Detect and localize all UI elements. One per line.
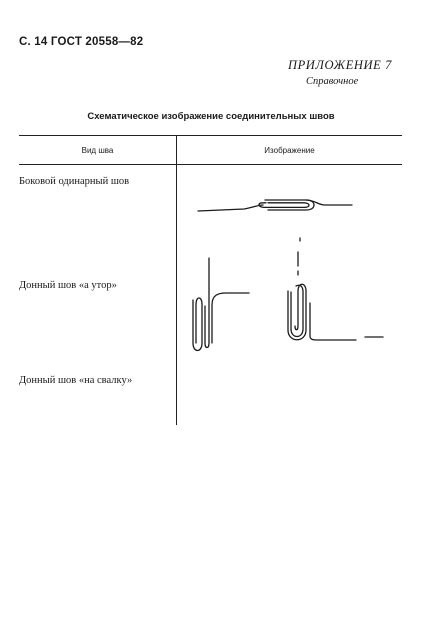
side-seam-drawing [198,200,352,211]
table-title: Схематическое изображение соединительных швов [87,111,335,122]
appendix-subtitle: Справочное [306,76,359,87]
row-label-bottom-seam-utor: Донный шов «а утор» [19,280,117,291]
column-header-image: Изображение [264,146,315,155]
appendix-title: ПРИЛОЖЕНИЕ 7 [287,58,392,72]
page-header: С. 14 ГОСТ 20558—82 [19,36,144,48]
bottom-seam-svalka-drawing [288,238,383,340]
bottom-seam-utor-drawing [193,258,249,351]
row-label-side-seam: Боковой одинарный шов [19,176,130,187]
row-label-bottom-seam-svalka: Донный шов «на свалку» [19,375,133,386]
column-header-seam-type: Вид шва [81,146,114,155]
